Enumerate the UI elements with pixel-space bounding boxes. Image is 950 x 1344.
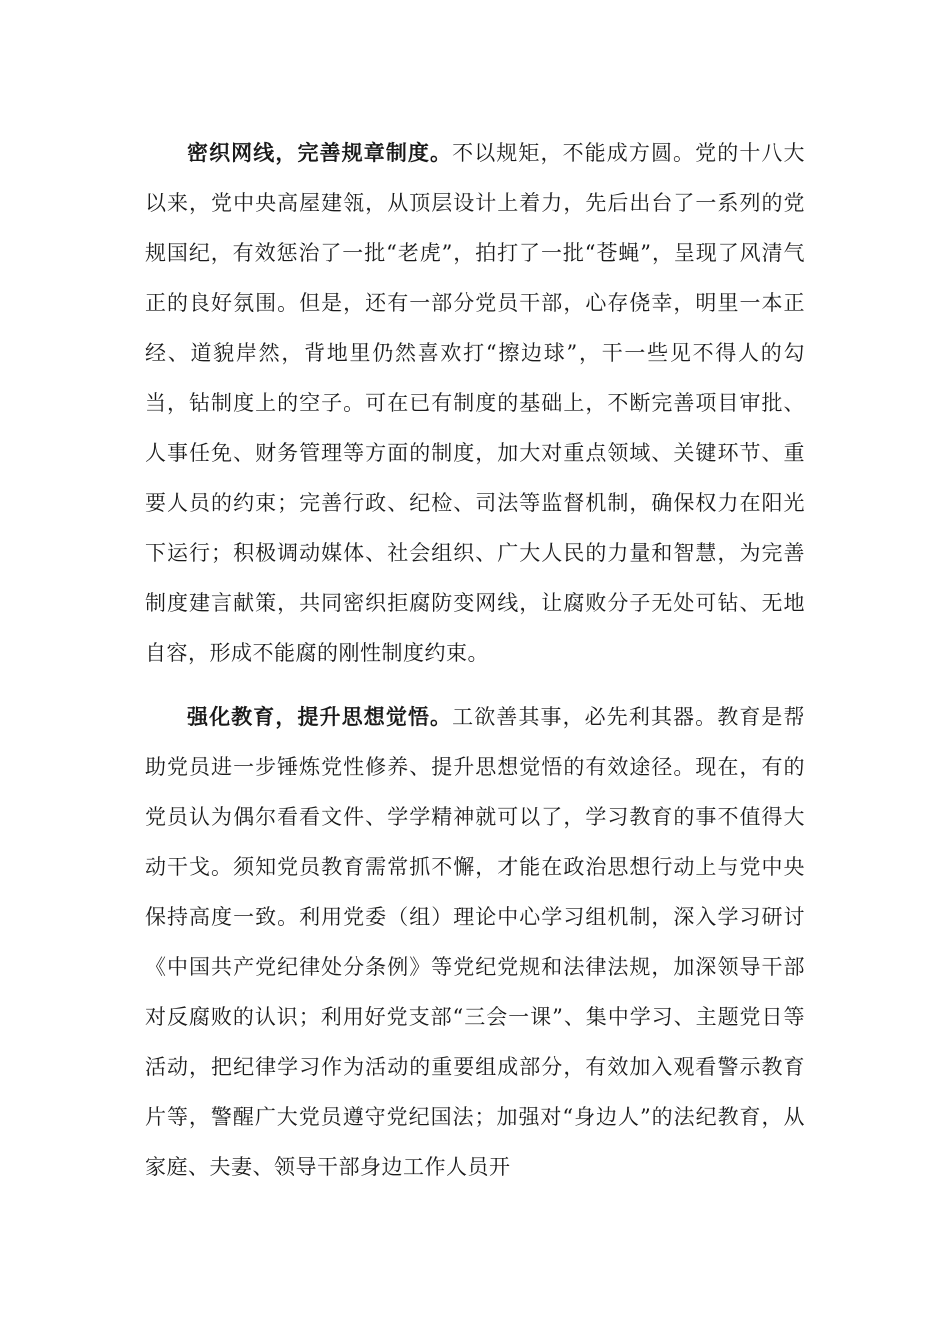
paragraph-body: 不以规矩，不能成方圆。党的十八大以来，党中央高屋建瓴，从顶层设计上着力，先后出台了一系列的党规国纪，有效惩治了一批“老虎”，拍打了一批“苍蝇”，呈现了风清气正的良好氛围。但是，还有一部分党员干部，心存侥幸，明里一本正经、道貌岸然，背地里仍然喜欢打“擦边球”，干一些见不得人的勾当，钻制度上的空子。可在已有制度的基础上，不断完善项目审批、人事任免、财务管理等方面的制度，加大对重点领域、关键环节、重要人员的约束；完善行政、纪检、司法等监督机制，确保权力在阳光下运行；积极调动媒体、社会组织、广大人民的力量和智慧，为完善制度建言献策，共同密织拒腐防变网线，让腐败分子无处可钻、无地自容，形成不能腐的刚性制度约束。 <box>145 141 806 665</box>
paragraph-heading: 强化教育，提升思想觉悟。 <box>187 704 453 729</box>
paragraph-education <box>145 692 805 1192</box>
paragraph-body: 工欲善其事，必先利其器。教育是帮助党员进一步锤炼党性修养、提升思想觉悟的有效途径。现在，有的党员认为偶尔看看文件、学学精神就可以了，学习教育的事不值得大动干戈。须知党员教育需常抓不懈，才能在政治思想行动上与党中央保持高度一致。利用党委（组）理论中心学习组机制，深入学习研讨《中国共产党纪律处分条例》等党纪党规和法律法规，加深领导干部对反腐败的认识；利用好党支部“三会一课”、集中学习、主题党日等活动，把纪律学习作为活动的重要组成部分，有效加入观看警示教育片等，警醒广大党员遵守党纪国法；加强对“身边人”的法纪教育，从家庭、夫妻、领导干部身边工作人员开 <box>145 705 806 1179</box>
document-page <box>145 128 805 1206</box>
paragraph-network-regulations <box>145 128 805 678</box>
paragraph-heading: 密织网线，完善规章制度。 <box>187 140 453 165</box>
